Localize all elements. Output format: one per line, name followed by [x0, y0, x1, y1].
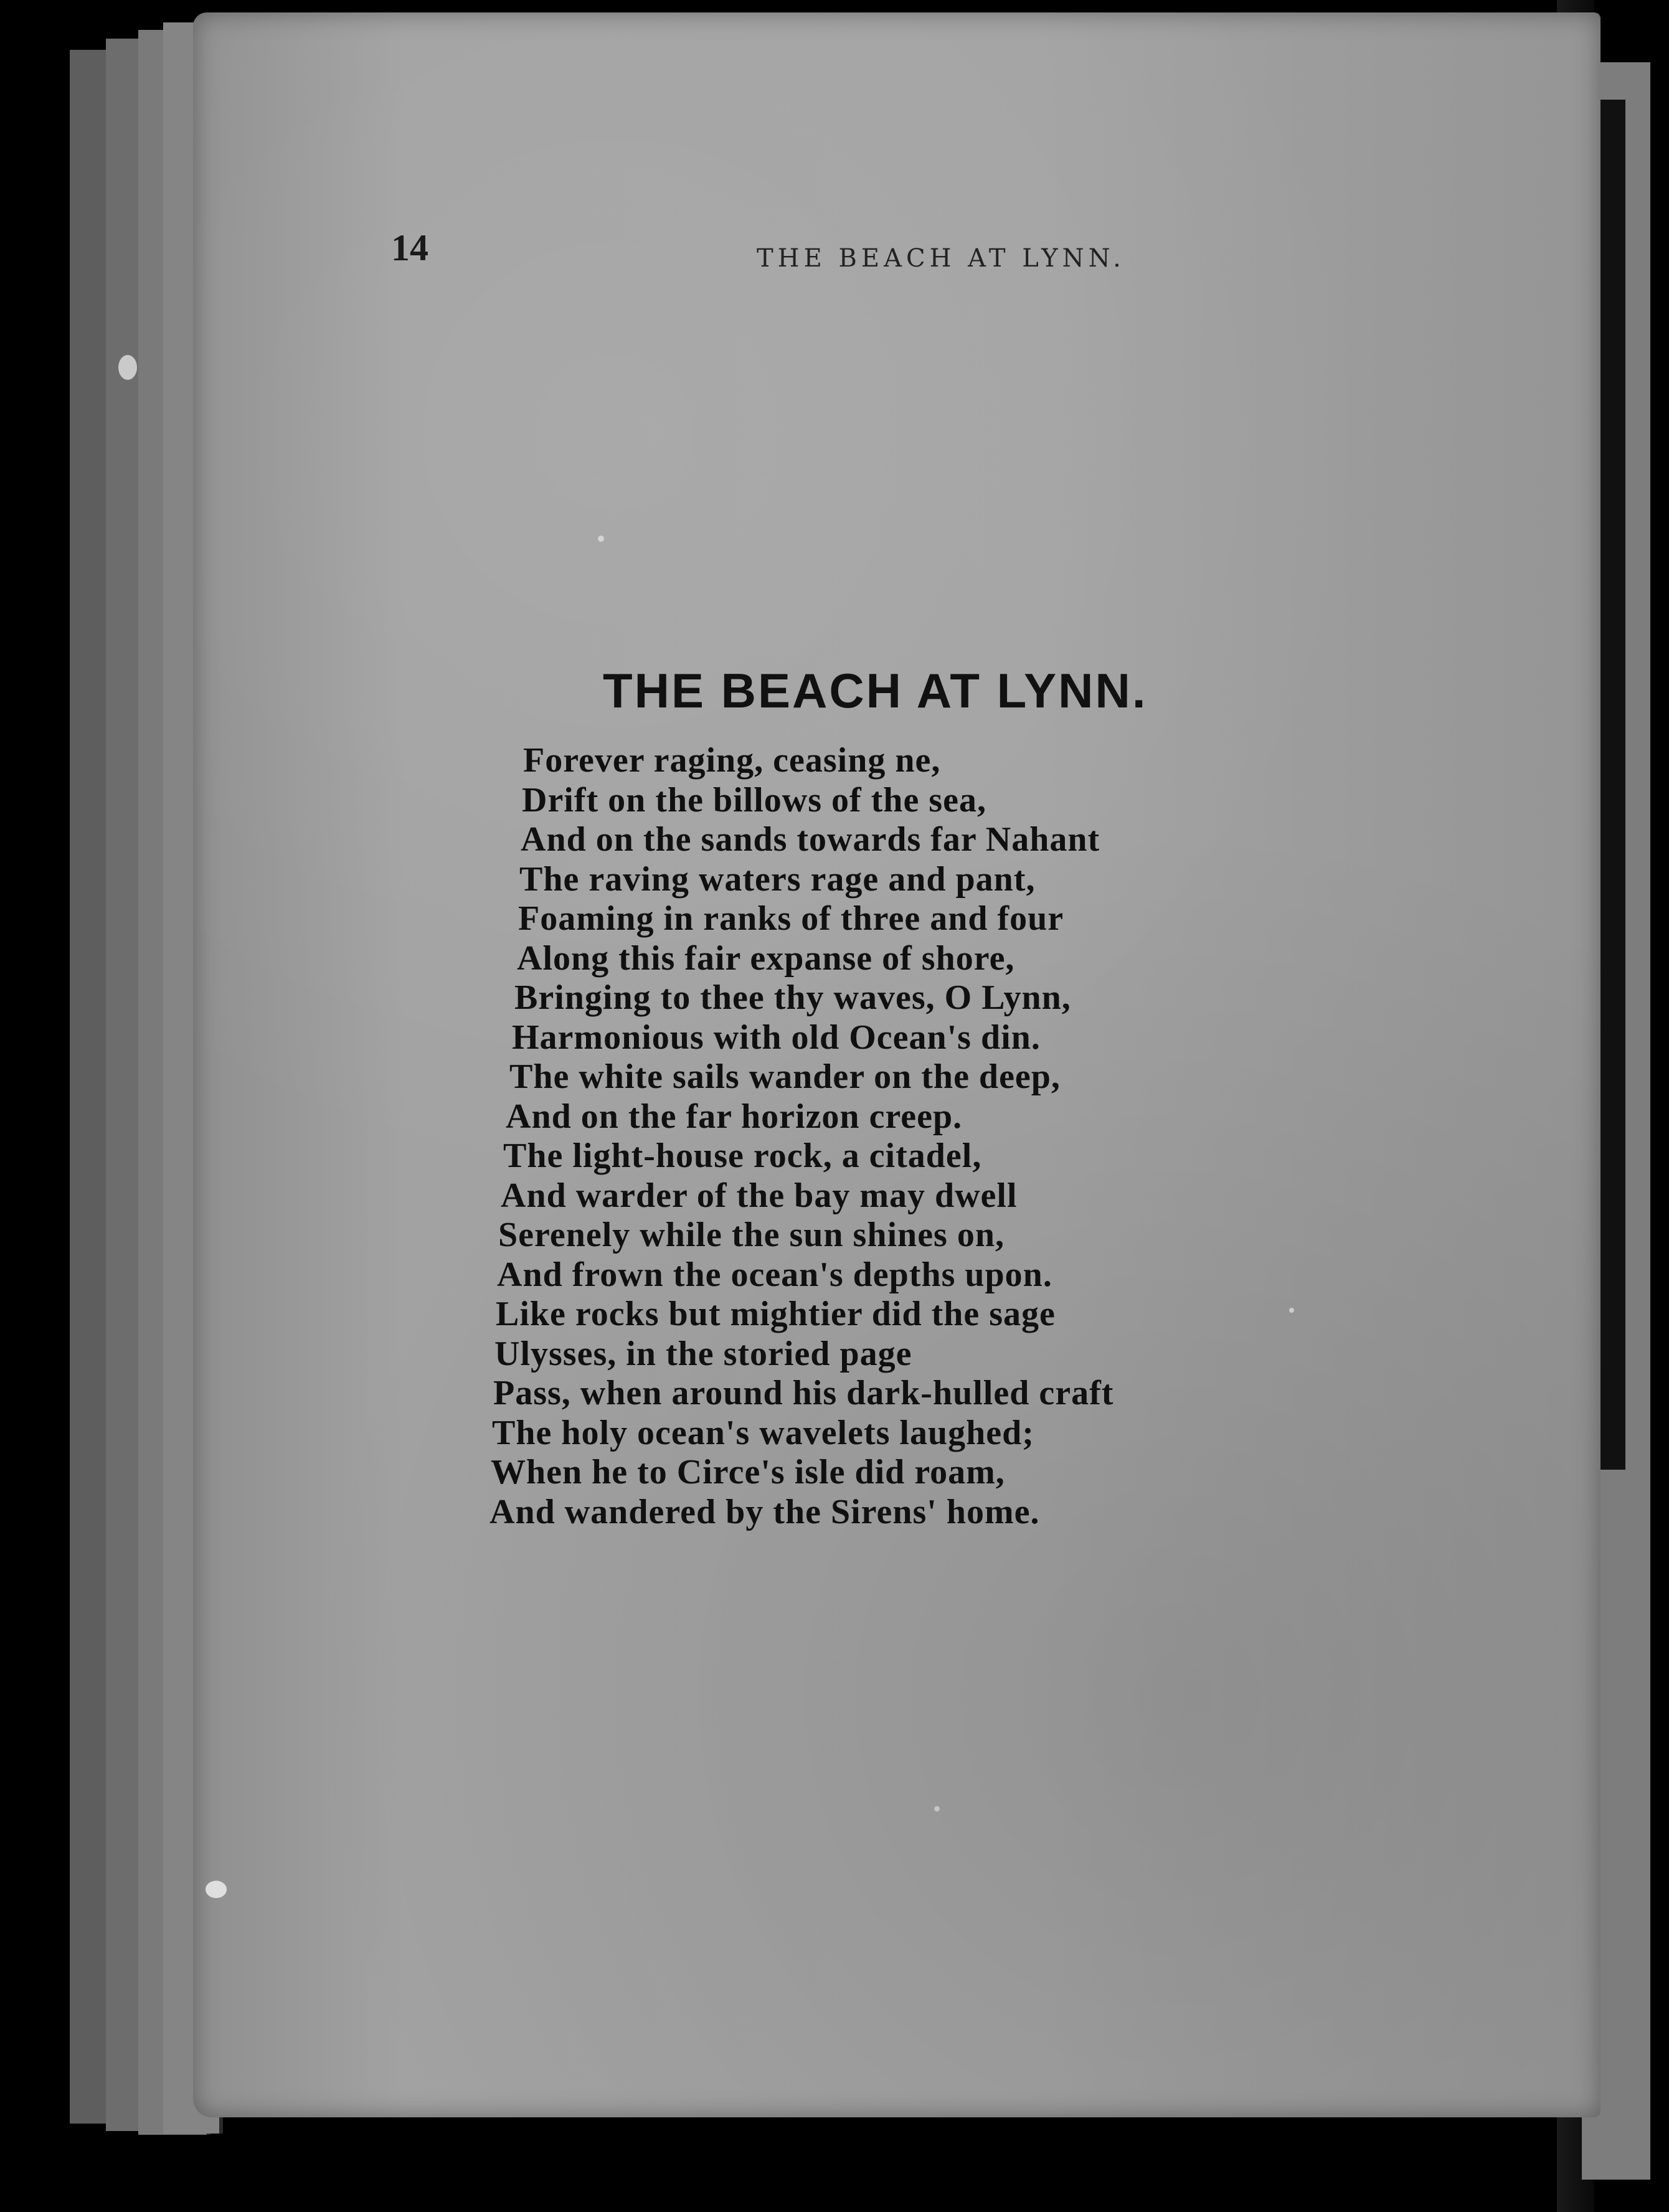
poem-line: Forever raging, ceasing ne, — [523, 741, 941, 780]
page-number: 14 — [391, 227, 428, 268]
poem-line: The holy ocean's wavelets laughed; — [492, 1413, 1034, 1452]
poem-line: Like rocks but mightier did the sage — [496, 1295, 1056, 1333]
poem-line: Along this fair expanse of shore, — [517, 938, 1015, 978]
poem-line: Ulysses, in the storied page — [494, 1334, 912, 1373]
poem-line: The white sails wander on the deep, — [509, 1057, 1061, 1096]
poem-line: Drift on the billows of the sea, — [522, 780, 986, 820]
poem-line: The raving waters rage and pant, — [519, 859, 1036, 899]
poem-line: And on the sands towards far Nahant — [521, 820, 1100, 859]
poem-line: And on the far horizon creep. — [506, 1097, 963, 1136]
poem-line: Bringing to thee thy waves, O Lynn, — [514, 978, 1071, 1017]
dust-speck — [206, 1881, 227, 1898]
dust-speck — [118, 355, 137, 380]
poem-body — [486, 741, 1295, 1532]
dust-speck — [598, 536, 604, 542]
poem-line: Foaming in ranks of three and four — [518, 899, 1064, 938]
poem-line: The light-house rock, a citadel, — [503, 1137, 982, 1175]
poem-line: And wandered by the Sirens' home. — [489, 1492, 1040, 1531]
poem-line: Harmonious with old Ocean's din. — [512, 1018, 1041, 1057]
poem-line: Serenely while the sun shines on, — [498, 1216, 1005, 1254]
poem-title: THE BEACH AT LYNN. — [603, 663, 1148, 718]
running-head: THE BEACH AT LYNN. — [757, 244, 1125, 273]
dust-speck — [934, 1806, 940, 1812]
poem-line: When he to Circe's isle did roam, — [491, 1453, 1005, 1491]
poem-line: Pass, when around his dark-hulled craft — [493, 1374, 1114, 1412]
poem-line: And warder of the bay may dwell — [501, 1176, 1018, 1215]
dust-speck — [1289, 1308, 1294, 1313]
poem-line: And frown the ocean's depths upon. — [497, 1255, 1052, 1294]
